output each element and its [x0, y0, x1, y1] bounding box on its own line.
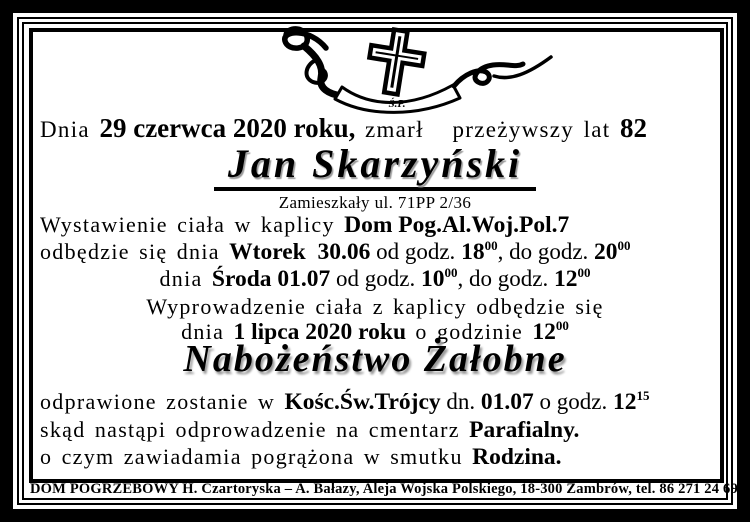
text-segment: zmarł przeżywszy lat — [355, 117, 621, 142]
text-segment: Wyprowadzenie ciała z kaplicy odbędzie się — [146, 294, 604, 319]
text-segment: o godz. — [533, 389, 613, 414]
ribbon-tail-right — [494, 57, 551, 78]
text-segment: o godzinie — [406, 319, 533, 344]
hour-value: 12 — [613, 389, 637, 415]
day-date: Wtorek 30.06 — [229, 239, 371, 265]
deceased-name-line — [0, 141, 750, 191]
text-segment: odprawione zostanie w — [40, 389, 285, 414]
hour-value: 20 — [594, 239, 618, 265]
family-word: Rodzina. — [472, 444, 562, 470]
text-segment: odbędzie się dnia — [40, 239, 230, 264]
family-line — [0, 442, 750, 475]
hour-value: 12 — [532, 319, 556, 345]
church-name: Kośc.Św.Trójcy — [284, 389, 441, 415]
death-date: 29 czerwca 2020 roku, — [99, 113, 356, 143]
deceased-address: Zamieszkały ul. 71PP 2/36 — [278, 193, 472, 212]
text-segment: Dnia — [40, 117, 100, 142]
minutes-sup: 00 — [444, 265, 458, 280]
procession-date: 1 lipca 2020 roku — [233, 319, 407, 345]
minutes-sup: 15 — [636, 388, 650, 403]
minutes-sup: 00 — [484, 238, 498, 253]
chapel-name: Dom Pog.Al.Woj.Pol.7 — [344, 212, 570, 238]
text-segment: dnia — [181, 319, 234, 344]
text-segment: od godz. — [370, 239, 462, 264]
text-segment: od godz. — [330, 266, 422, 291]
text-segment: dnia — [159, 266, 212, 291]
sp-label: Ś.P. — [388, 98, 406, 110]
hour-value: 18 — [461, 239, 485, 265]
service-title-line — [0, 336, 750, 390]
text-segment: Wystawienie ciała w kaplicy — [40, 212, 345, 237]
deceased-name: Jan Skarzyński — [214, 144, 536, 191]
age-value: 82 — [620, 113, 648, 143]
service-title: Nabożeństwo Żałobne — [183, 338, 567, 380]
text-segment: skąd nastąpi odprowadzenie na cmentarz — [40, 417, 470, 442]
text-segment: , do godz. — [497, 239, 595, 264]
text-segment: , do godz. — [457, 266, 554, 291]
service-date: 01.07 — [480, 389, 534, 415]
cross-ribbon-ornament — [256, 24, 558, 118]
text-segment: o czym zawiadamia pogrążona w smutku — [40, 444, 473, 469]
day-date: Środa 01.07 — [211, 266, 331, 292]
minutes-sup: 00 — [555, 318, 569, 333]
minutes-sup: 00 — [577, 265, 591, 280]
hour-value: 12 — [553, 266, 578, 292]
text-segment: dn. — [440, 389, 481, 414]
funeral-home-info: DOM POGRZEBOWY H. Czartoryska – A. Bałazy, Aleja Wojska Polskiego, 18-300 Zambrów, tel. 86 271 24 69 — [30, 481, 738, 497]
cemetery-name: Parafialny. — [469, 417, 580, 443]
cross-icon — [362, 24, 430, 100]
hour-value: 10 — [421, 266, 445, 292]
minutes-sup: 00 — [617, 238, 631, 253]
